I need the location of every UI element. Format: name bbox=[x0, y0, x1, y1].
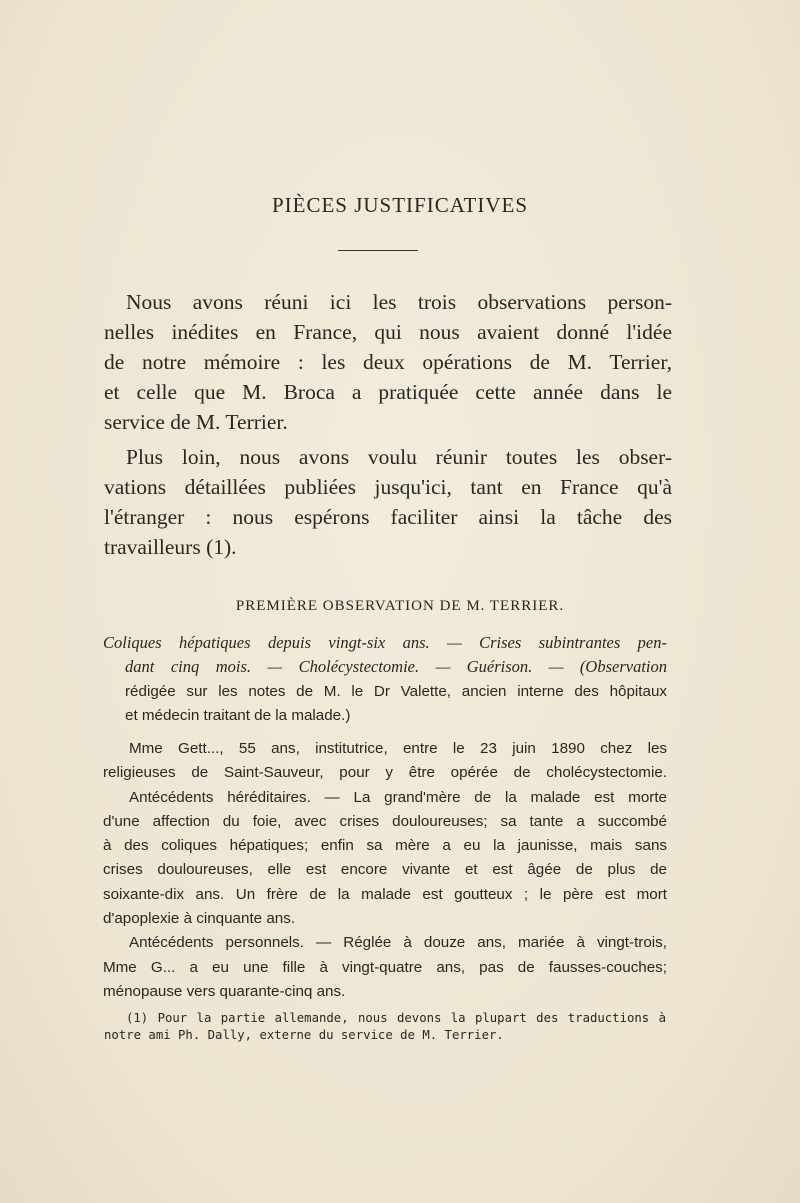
page-heading: PIÈCES JUSTIFICATIVES bbox=[271, 193, 529, 217]
intro-line: service de M. Terrier. bbox=[104, 410, 288, 434]
case-line: religieuses de Saint-Sauveur, pour y être opérée de cholécystectomie. bbox=[103, 764, 667, 782]
heading-rule bbox=[338, 250, 418, 251]
observation-title: PREMIÈRE OBSERVATION DE M. TERRIER. bbox=[235, 598, 565, 614]
summary-line: et médecin traitant de la malade.) bbox=[125, 706, 351, 724]
case-line: d'une affection du foie, avec crises douloureuses; sa tante a succombé bbox=[103, 812, 667, 830]
case-line: crises douloureuses, elle est encore vivante et est âgée de plus de bbox=[103, 861, 667, 879]
summary-line: Coliques hépatiques depuis vingt-six ans. — Crises subintrantes pen- bbox=[103, 633, 667, 652]
case-line: d'apoplexie à cinquante ans. bbox=[103, 910, 296, 928]
footnote-line: (1) Pour la partie allemande, nous devons la plupart des traductions à bbox=[126, 1011, 666, 1025]
intro-paragraph-1 bbox=[104, 287, 672, 437]
case-line: Antécédents héréditaires. — La grand'mère de la malade est morte bbox=[129, 788, 667, 806]
footnote-line: notre ami Ph. Dally, externe du service de M. Terrier. bbox=[104, 1028, 504, 1042]
case-line: ménopause vers quarante-cinq ans. bbox=[103, 982, 346, 1000]
case-line: à des coliques hépatiques; enfin sa mère a eu la jaunisse, mais sans bbox=[103, 837, 667, 855]
case-line: Mme Gett..., 55 ans, institutrice, entre le 23 juin 1890 chez les bbox=[129, 740, 667, 757]
observation-case bbox=[103, 737, 667, 1004]
intro-line: nelles inédites en France, qui nous avaient donné l'idée bbox=[104, 320, 672, 344]
intro-paragraph-2 bbox=[104, 442, 672, 562]
summary-line: dant cinq mois. — Cholécystectomie. — Guérison. — (Observation bbox=[125, 657, 667, 677]
footnote bbox=[104, 1010, 666, 1044]
intro-line: l'étranger : nous espérons faciliter ainsi la tâche des bbox=[104, 505, 672, 529]
case-line: soixante-dix ans. Un frère de la malade est goutteux ; le père est mort bbox=[103, 885, 667, 903]
case-line: Mme G... a eu une fille à vingt-quatre ans, pas de fausses-couches; bbox=[103, 958, 667, 976]
intro-line: Nous avons réuni ici les trois observations person- bbox=[126, 290, 672, 314]
intro-line: vations détaillées publiées jusqu'ici, tant en France qu'à bbox=[104, 475, 672, 499]
case-line: Antécédents personnels. — Réglée à douze ans, mariée à vingt-trois, bbox=[129, 934, 667, 952]
intro-line: et celle que M. Broca a pratiquée cette année dans le bbox=[104, 380, 672, 404]
summary-line: rédigée sur les notes de M. le Dr Valette, ancien interne des hôpitaux bbox=[125, 682, 667, 700]
intro-line: travailleurs (1). bbox=[104, 535, 237, 559]
intro-line: de notre mémoire : les deux opérations de M. Terrier, bbox=[104, 350, 672, 374]
observation-summary bbox=[103, 631, 667, 728]
intro-line: Plus loin, nous avons voulu réunir toutes les obser- bbox=[126, 445, 672, 469]
